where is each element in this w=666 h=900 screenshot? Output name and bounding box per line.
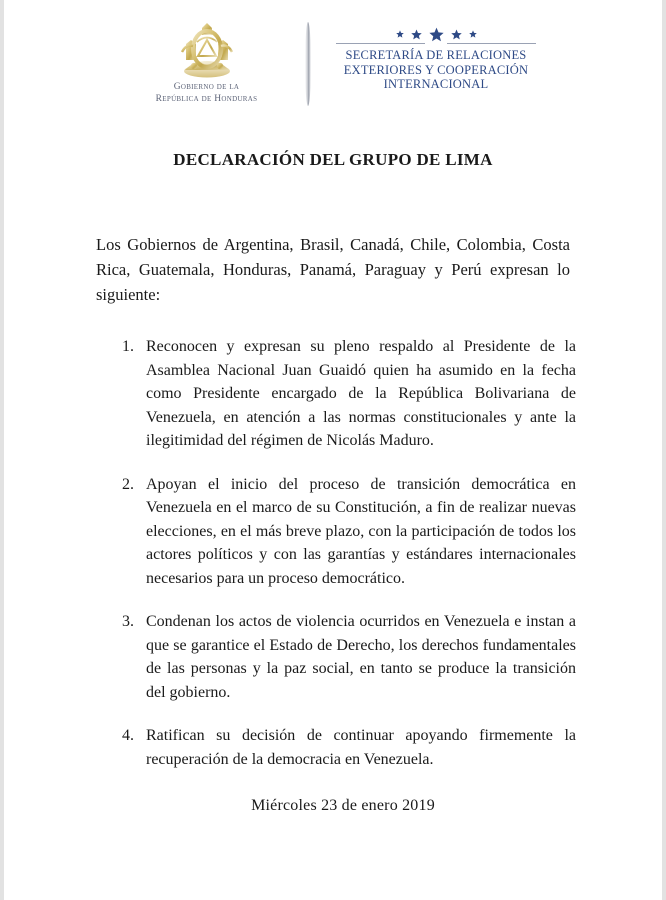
letterhead [4, 0, 662, 104]
clause-number: 1. [122, 338, 134, 355]
ministry-name [344, 48, 528, 92]
clause-item [122, 473, 576, 591]
ministry-rule [336, 43, 536, 44]
clause-text: Ratifican su decisión de continuar apoyando firmemente la recuperación de la democracia en Venezuela. [146, 727, 576, 768]
clause-number: 3. [122, 613, 134, 630]
clause-item [122, 335, 576, 453]
ministry-name-line1: SECRETARÍA DE RELACIONES [345, 48, 527, 62]
government-emblem-block [123, 20, 291, 105]
ministry-name-line3: INTERNACIONAL [383, 77, 489, 91]
letterhead-divider [299, 22, 315, 106]
clause-text: Condenan los actos de violencia ocurridos en Venezuela e instan a que se garantice el Estado de Derecho, los derechos fundamentales de las personas y la paz social, en tanto se produce la transición del gobierno. [146, 613, 576, 701]
clause-item [122, 610, 576, 704]
clause-text: Reconocen y expresan su pleno respaldo al Presidente de la Asamblea Nacional Juan Guaidó quien ha asumido en la fecha como Presidente encargado de la República Bolivariana de Venezuela, en atención a las normas constitucionales y ante la ilegitimidad del régimen de Nicolás Maduro. [146, 338, 576, 449]
ministry-name-line2: EXTERIORES Y COOPERACIÓN [343, 62, 529, 77]
honduras-coat-of-arms-icon [176, 20, 238, 80]
ministry-rule-right [447, 43, 536, 44]
clause-number: 2. [122, 475, 134, 493]
clause-number: 4. [122, 727, 134, 744]
five-stars-icon [396, 26, 477, 42]
ministry-emblem-block [329, 20, 544, 92]
ministry-rule-left [336, 43, 425, 44]
government-caption [156, 82, 258, 105]
clause-list [122, 335, 576, 771]
government-caption-line2: República de Honduras [155, 93, 258, 104]
government-caption-line1: Gobierno de la [173, 82, 240, 92]
clause-text: Apoyan el inicio del proceso de transición democrática en Venezuela en el marco de su Constitución, a fin de realizar nuevas elecciones, en el más breve plazo, con la participación de todos los actores políticos y con las garantías y estándares internacionales necesarios para un proceso democrático. [146, 475, 576, 587]
clause-item [122, 724, 576, 771]
document-date: Miércoles 23 de enero 2019 [251, 797, 435, 814]
page-title: DECLARACIÓN DEL GRUPO DE LIMA [173, 150, 493, 169]
lead-paragraph: Los Gobiernos de Argentina, Brasil, Canadá, Chile, Colombia, Costa Rica, Guatemala, Honduras, Panamá, Paraguay y Perú expresan lo siguiente: [96, 235, 570, 304]
